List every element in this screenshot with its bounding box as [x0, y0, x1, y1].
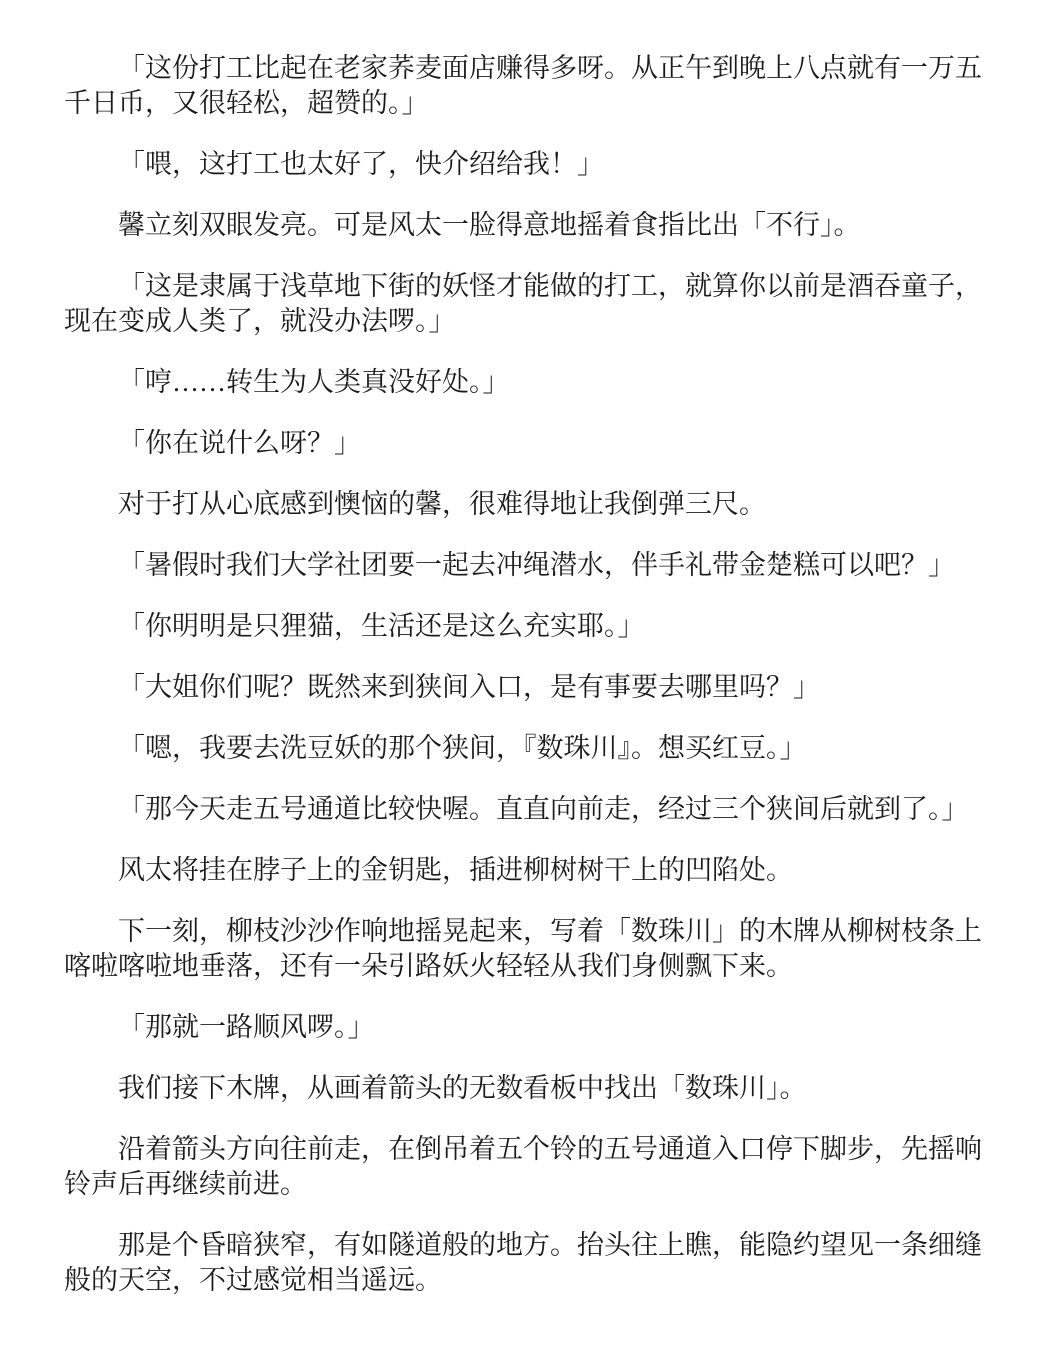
paragraph: 「你在说什么呀？」: [118, 428, 361, 458]
page-text: [64, 51, 984, 1298]
paragraph: 「这是隶属于浅草地下街的妖怪才能做的打工，就算你以前是酒吞童子，现在变成人类了，就没办法啰。」: [64, 271, 982, 336]
paragraph: 对于打从心底感到懊恼的馨，很难得地让我倒弹三尺。: [118, 489, 766, 519]
paragraph: 风太将挂在脖子上的金钥匙，插进柳树树干上的凹陷处。: [118, 855, 793, 885]
paragraph: 「那今天走五号通道比较快喔。直直向前走，经过三个狭间后就到了。」: [118, 794, 969, 824]
paragraph: 「哼……转生为人类真没好处。」: [118, 367, 510, 397]
paragraph: 「喂，这打工也太好了，快介绍给我！」: [118, 149, 604, 179]
paragraph: 「你明明是只狸猫，生活还是这么充实耶。」: [118, 611, 645, 641]
paragraph: 「大姐你们呢？既然来到狭间入口，是有事要去哪里吗？」: [118, 672, 820, 702]
paragraph: 「这份打工比起在老家荞麦面店赚得多呀。从正午到晚上八点就有一万五千日币，又很轻松，超赞的。」: [64, 53, 982, 118]
paragraph: 「嗯，我要去洗豆妖的那个狭间，『数珠川』。想买红豆。」: [118, 733, 807, 763]
paragraph: 沿着箭头方向往前走，在倒吊着五个铃的五号通道入口停下脚步，先摇响铃声后再继续前进。: [64, 1134, 982, 1199]
paragraph: 我们接下木牌，从画着箭头的无数看板中找出「数珠川」。: [118, 1073, 807, 1103]
paragraph: 「那就一路顺风啰。」: [118, 1012, 375, 1042]
paragraph: 那是个昏暗狭窄，有如隧道般的地方。抬头往上瞧，能隐约望见一条细缝般的天空，不过感觉相当遥远。: [64, 1230, 982, 1295]
paragraph: 「暑假时我们大学社团要一起去冲绳潜水，伴手礼带金楚糕可以吧？」: [118, 550, 955, 580]
paragraph: 馨立刻双眼发亮。可是风太一脸得意地摇着食指比出「不行」。: [118, 210, 861, 240]
paragraph: 下一刻，柳枝沙沙作响地摇晃起来，写着「数珠川」的木牌从柳树枝条上喀啦喀啦地垂落，还有一朵引路妖火轻轻从我们身侧飘下来。: [64, 916, 982, 981]
